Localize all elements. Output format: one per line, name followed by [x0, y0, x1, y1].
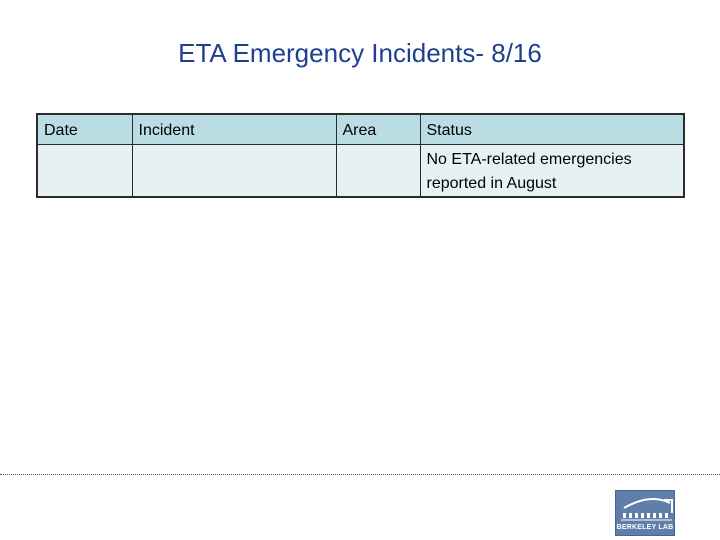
logo-text: BERKELEY LAB [616, 524, 674, 531]
table-row [37, 144, 684, 197]
table-header-row [37, 114, 684, 144]
footer-divider [0, 474, 720, 475]
incident-table [36, 113, 685, 198]
cell-area [336, 144, 420, 197]
berkeley-lab-logo [615, 490, 675, 536]
cell-status: No ETA-related emergencies reported in August [420, 144, 684, 197]
column-header-area: Area [336, 114, 420, 144]
column-header-status: Status [420, 114, 684, 144]
cell-incident [132, 144, 336, 197]
slide-title: ETA Emergency Incidents- 8/16 [178, 38, 542, 68]
column-header-date: Date [37, 114, 132, 144]
column-header-incident: Incident [132, 114, 336, 144]
cell-date [37, 144, 132, 197]
